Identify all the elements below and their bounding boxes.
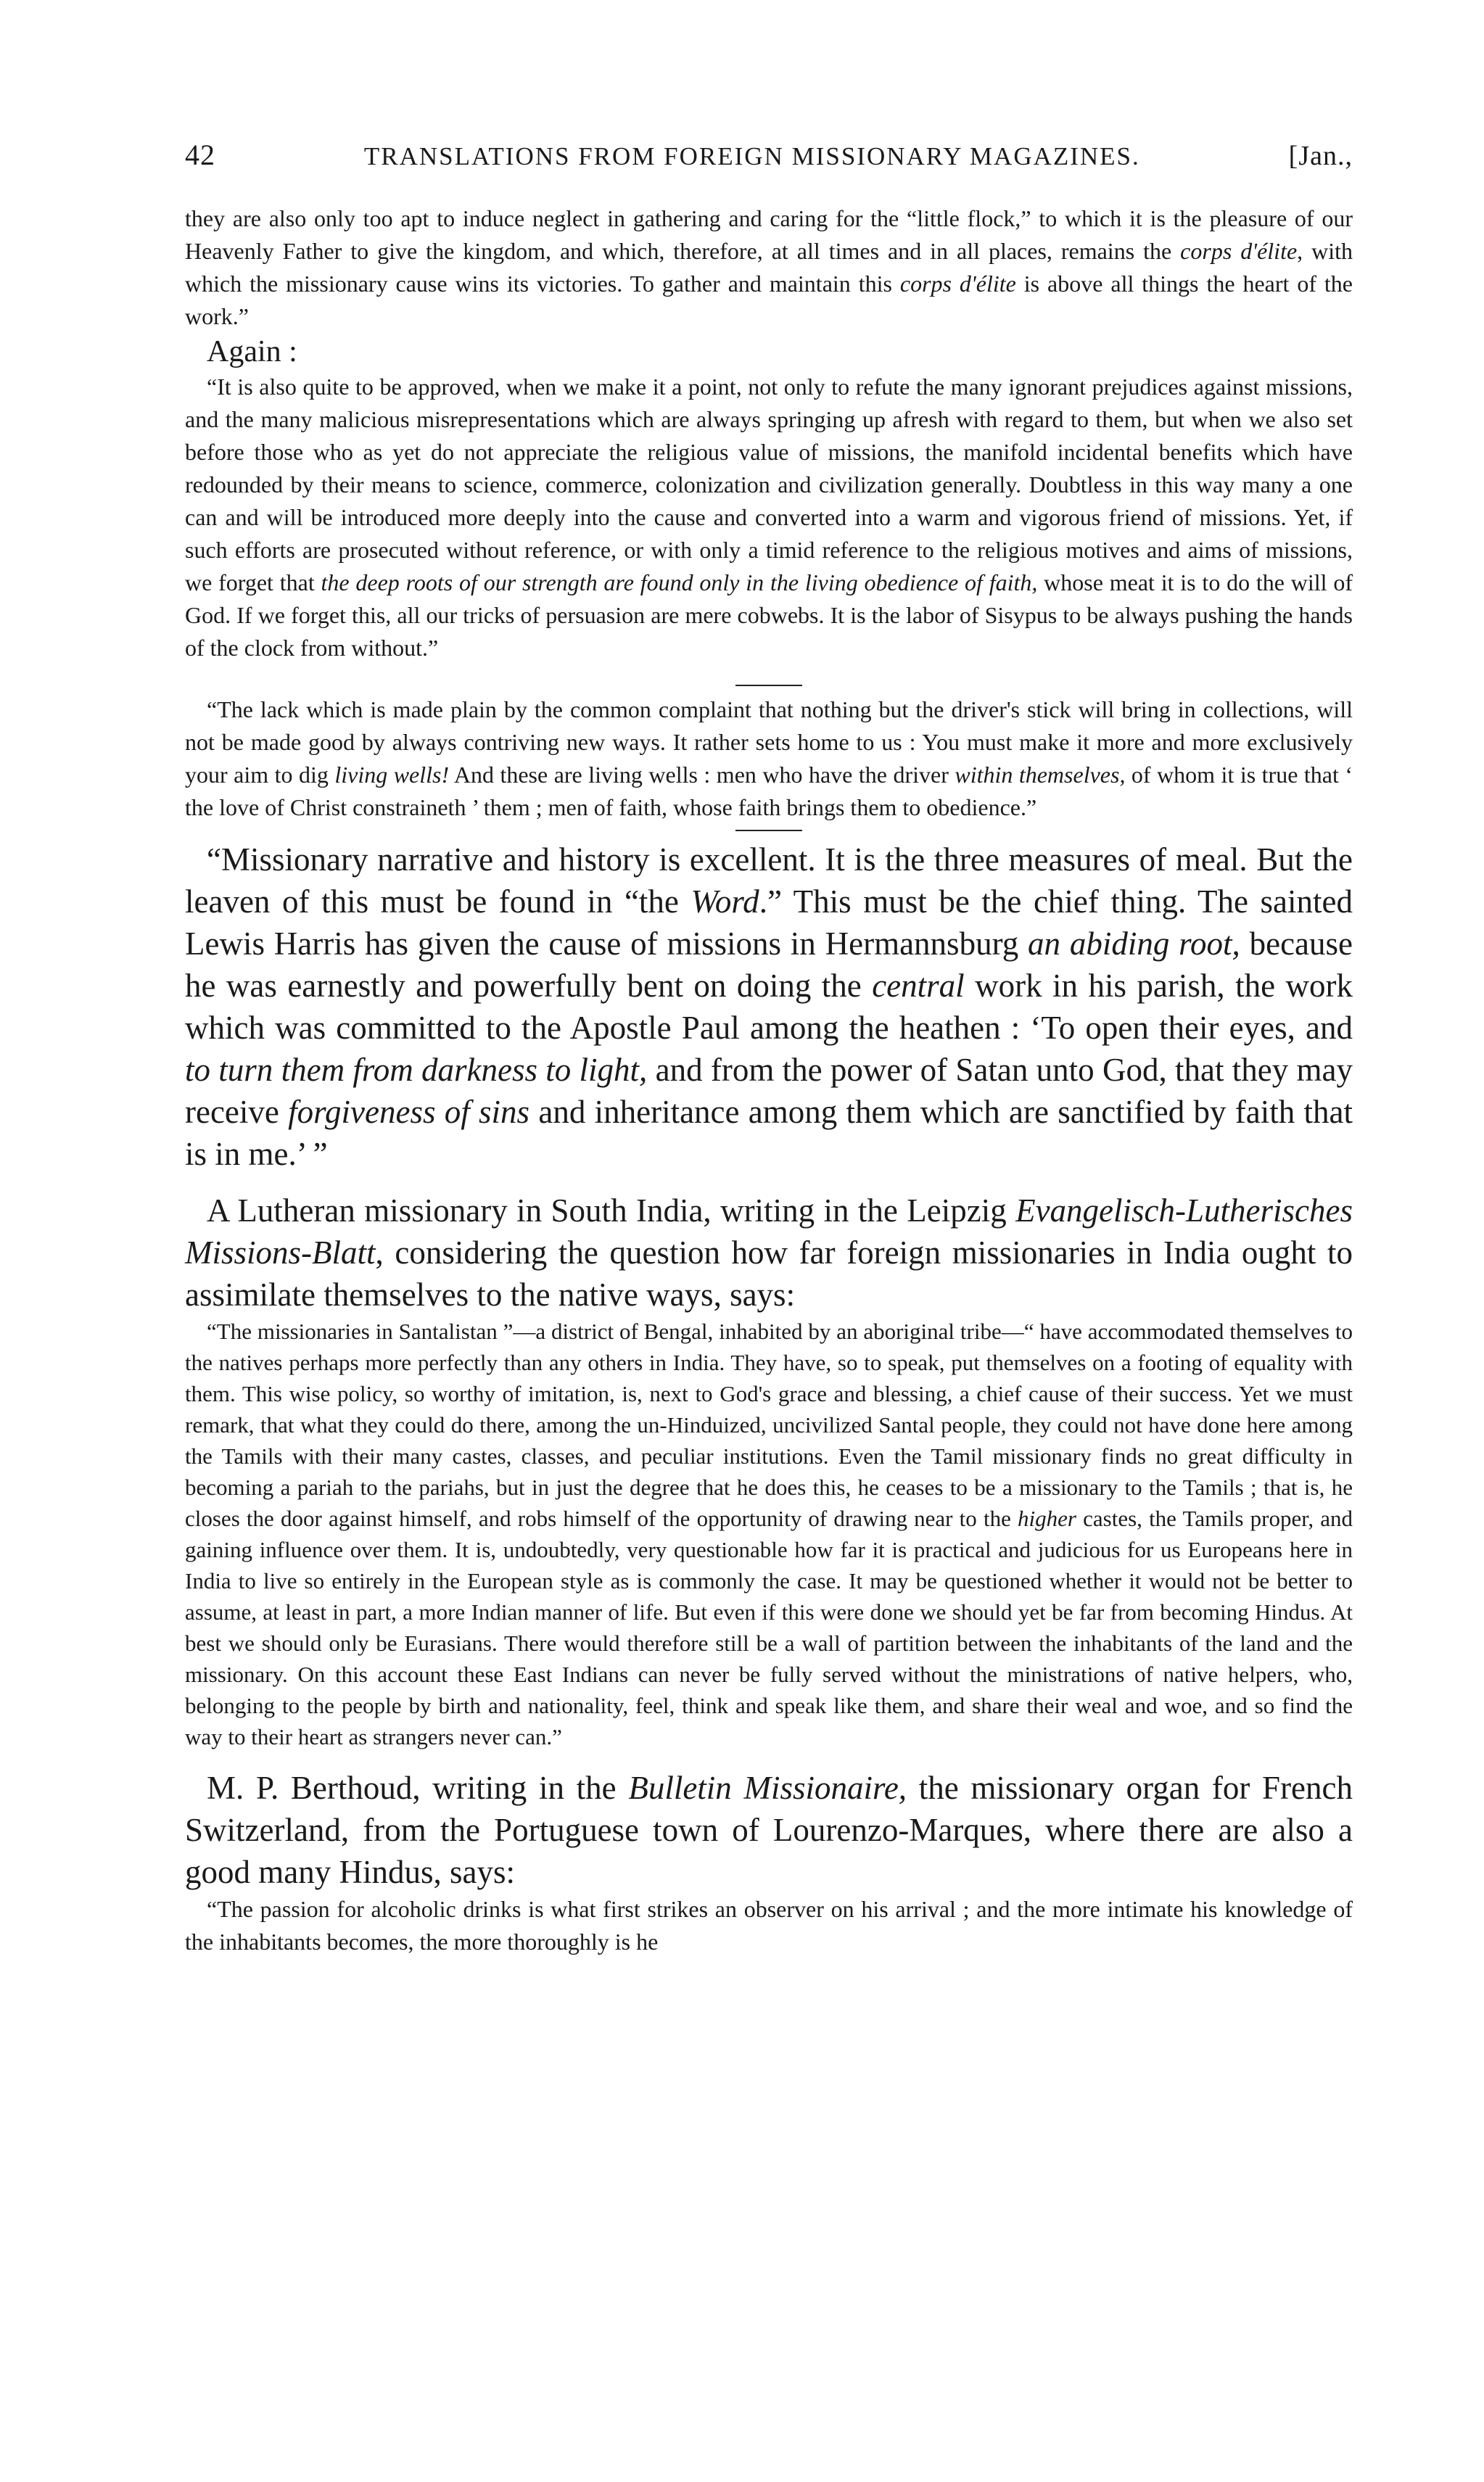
paragraph-alcohol-quote: “The passion for alcoholic drinks is what first strikes an observer on his arrival ; and the more intimate his knowledge of the inhabitants becomes, the more thoroughly is he: [185, 1896, 1353, 1955]
running-title: TRANSLATIONS FROM FOREIGN MISSIONARY MAGAZINES.: [363, 142, 1140, 170]
paragraph-approval-quote: “It is also quite to be approved, when we make it a point, not only to refute the many ignorant prejudices against missions, and the many malicious misrepresentations which are always springing up afresh with regard to them, but when we also set before those who as yet do not appreciate the religious value of missions, the manifold incidental benefits which have redounded by their means to science, commerce, colonization and civilization generally. Doubtless in this way many a one can and will be introduced more deeply into the cause and converted into a warm and vigorous friend of missions. Yet, if such efforts are prosecuted without reference, or with only a timid reference to the religious motives and aims of missions, we forget that the deep roots of our strength are found only in the living obedience of faith, whose meat it is to do the will of God. If we forget this, all our tricks of persuasion are mere cobwebs. It is the labor of Sisypus to be always pushing the hands of the clock from without.”: [185, 374, 1353, 661]
paragraph-lutheran-intro: A Lutheran missionary in South India, writing in the Leipzig Evangelisch-Lutherisches Missions-Blatt, considering the question how far foreign missionaries in India ought to assimilate themselves to the native ways, says:: [185, 1192, 1353, 1313]
section-rule: [735, 685, 802, 686]
running-month: [Jan.,: [1288, 141, 1353, 171]
paragraph-living-wells: “The lack which is made plain by the common complaint that nothing but the driver's stick will bring in collections, will not be made good by always contriving new ways. It rather sets home to us : You must make it more and more exclusively your aim to dig living wells! And these are living wells : men who have the driver within themselves, of whom it is true that ‘ the love of Christ constraineth ’ them ; men of faith, whose faith brings them to obedience.”: [185, 696, 1353, 820]
paragraph-continued-quote: they are also only too apt to induce neglect in gathering and caring for the “little flock,” to which it is the pleasure of our Heavenly Father to give the kingdom, and which, therefore, at all times and in all places, remains the corps d'élite, with which the missionary cause wins its victories. To gather and maintain this corps d'élite is above all things the heart of the work.”: [185, 205, 1353, 329]
page-number: 42: [185, 139, 215, 171]
paragraph-missionary-narrative: “Missionary narrative and history is excellent. It is the three measures of meal. But the leaven of this must be found in “the Word.” This must be the chief thing. The sainted Lewis Harris has given the cause of missions in Hermannsburg an abiding root, because he was earnestly and powerfully bent on doing the central work in his parish, the work which was committed to the Apostle Paul among the heathen : ‘To open their eyes, and to turn them from darkness to light, and from the power of Satan unto God, that they may receive forgiveness of sins and inheritance among them which are sanctified by faith that is in me.’ ”: [185, 841, 1353, 1172]
section-rule: [735, 830, 802, 831]
again-heading: Again :: [207, 335, 297, 368]
running-head: [185, 138, 1353, 172]
paragraph-santalistan-quote: “The missionaries in Santalistan ”—a district of Bengal, inhabited by an aboriginal tribe—“ have accommodated themselves to the natives perhaps more perfectly than any others in India. They have, so to speak, put themselves on a footing of equality with them. This wise policy, so worthy of imitation, is, next to God's grace and blessing, a chief cause of their success. Yet we must remark, that what they could do there, among the un-Hinduized, uncivilized Santal people, they could not have done here among the Tamils with their many castes, classes, and peculiar institutions. Even the Tamil missionary finds no great difficulty in becoming a pariah to the pariahs, but in just the degree that he does this, he ceases to be a missionary to the Tamils ; that is, he closes the door against himself, and robs himself of the opportunity of drawing near to the higher castes, the Tamils proper, and gaining influence over them. It is, undoubtedly, very questionable how far it is practical and judicious for us Europeans here in India to live so entirely in the European style as is commonly the case. It may be questioned whether it would not be better to assume, at least in part, a more Indian manner of life. But even if this were done we should yet be far from becoming Hindus. At best we should only be Eurasians. There would therefore still be a wall of partition between the inhabitants of the land and the missionary. On this account these East Indians can never be fully served without the ministrations of native helpers, who, belonging to the people by birth and nationality, feel, think and speak like them, and share their weal and woe, and so find the way to their heart as strangers never can.”: [185, 1319, 1353, 1749]
paragraph-berthoud-intro: M. P. Berthoud, writing in the Bulletin Missionaire, the missionary organ for French Switzerland, from the Portuguese town of Lourenzo-Marques, where there are also a good many Hindus, says:: [185, 1770, 1353, 1890]
book-page: [185, 138, 1353, 1958]
